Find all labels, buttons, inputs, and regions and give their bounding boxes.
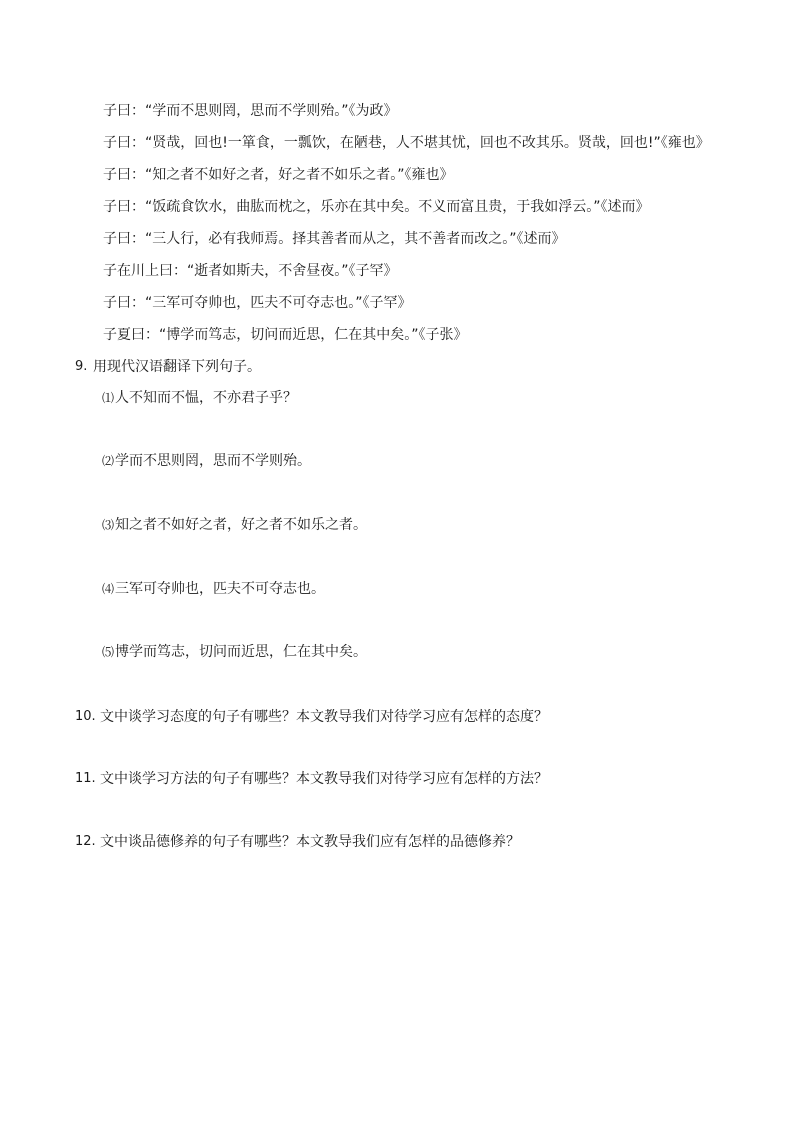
translation-item-1: [102, 390, 297, 406]
quote-line-4: 子曰：“饭疏食饮水，曲肱而枕之，乐亦在其中矣。不义而富且贵，于我如浮云。”《述而》: [103, 199, 650, 215]
translation-item-5-number: ⑸: [102, 645, 115, 659]
quote-line-8: 子夏曰：“博学而笃志，切问而近思，仁在其中矣。”《子张》: [103, 327, 468, 343]
translation-item-3-text: 知之者不如好之者，好之者不如乐之者。: [115, 517, 368, 533]
translation-item-5: [102, 644, 367, 660]
translation-item-2: [102, 453, 311, 469]
question-11-number: 11.: [75, 771, 96, 786]
question-12-text: 文中谈品德修养的句子有哪些？本文教导我们应有怎样的品德修养？: [100, 834, 520, 850]
translation-item-4: [102, 581, 325, 597]
quote-line-2: 子曰：“贤哉，回也!一箪食，一瓢饮，在陋巷，人不堪其忧，回也不改其乐。贤哉，回也!”《雍也》: [103, 135, 710, 151]
question-11-text: 文中谈学习方法的句子有哪些？本文教导我们对待学习应有怎样的方法？: [100, 771, 548, 787]
question-9-number: 9.: [75, 359, 88, 374]
translation-item-2-text: 学而不思则罔，思而不学则殆。: [115, 453, 312, 469]
translation-item-1-number: ⑴: [102, 391, 115, 405]
translation-item-5-text: 博学而笃志，切问而近思，仁在其中矣。: [115, 644, 368, 660]
question-9-text: 用现代汉语翻译下列句子。: [93, 359, 261, 375]
translation-item-4-number: ⑷: [102, 582, 115, 596]
question-10-number: 10.: [75, 709, 96, 724]
quote-line-6: 子在川上曰：“逝者如斯夫，不舍昼夜。”《子罕》: [103, 263, 398, 279]
quote-line-5: 子曰：“三人行，必有我师焉。择其善者而从之，其不善者而改之。”《述而》: [103, 231, 566, 247]
translation-item-1-text: 人不知而不愠，不亦君子乎？: [115, 390, 298, 406]
translation-item-3-number: ⑶: [102, 518, 115, 532]
translation-item-4-text: 三军可夺帅也，匹夫不可夺志也。: [115, 581, 326, 597]
quote-line-7: 子曰：“三军可夺帅也，匹夫不可夺志也。”《子罕》: [103, 295, 412, 311]
question-10-text: 文中谈学习态度的句子有哪些？本文教导我们对待学习应有怎样的态度？: [100, 709, 548, 725]
translation-item-3: [102, 517, 367, 533]
translation-item-2-number: ⑵: [102, 454, 115, 468]
question-12-number: 12.: [75, 834, 96, 849]
quote-line-1: 子曰：“学而不思则罔，思而不学则殆。”《为政》: [103, 103, 398, 119]
quote-line-3: 子曰：“知之者不如好之者，好之者不如乐之者。”《雍也》: [103, 167, 454, 183]
